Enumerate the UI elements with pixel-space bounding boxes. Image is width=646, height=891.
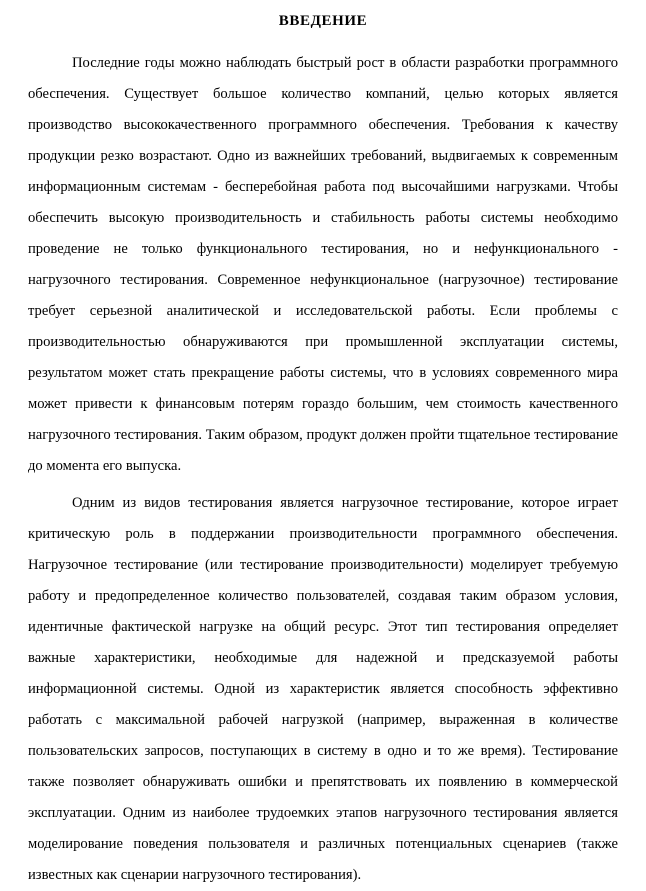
paragraph-intro-1: Последние годы можно наблюдать быстрый рост в области разработки программного обеспечения. Существует большое количество компаний, целью которых является производство высококачественного программного обеспечения. Требования к качеству продукции резко возрастают. Одно из важнейших требований, выдвигаемых к современным информационным системам - бесперебойная работа под высочайшими нагрузками. Чтобы обеспечить высокую производительность и стабильность работы системы необходимо проведение не только функционального тестирования, но и нефункционального - нагрузочного тестирования. Современное нефункциональное (нагрузочное) тестирование требует серьезной аналитической и исследовательской работы. Если проблемы с производительностью обнаруживаются при промышленной эксплуатации системы, результатом может стать прекращение работы системы, что в условиях современного мира может привести к финансовым потерям гораздо большим, чем стоимость качественного нагрузочного тестирования. Таким образом, продукт должен пройти тщательное тестирование до момента его выпуска. bbox=[28, 55, 618, 474]
page-title: ВВЕДЕНИЕ bbox=[278, 13, 368, 29]
paragraph-intro-2: Одним из видов тестирования является нагрузочное тестирование, которое играет критическую роль в поддержании производительности программного обеспечения. Нагрузочное тестирование (или тестирование производительности) моделирует требуемую работу и предопределенное количество пользователей, создавая таким образом условия, идентичные фактической нагрузке на общий ресурс. Этот тип тестирования определяет важные характеристики, необходимые для надежной и предсказуемой работы информационной системы. Одной из характеристик является способность эффективно работать с максимальной рабочей нагрузкой (например, выраженная в количестве пользовательских запросов, поступающих в систему в одно и то же время). Тестирование также позволяет обнаруживать ошибки и препятствовать их появлению в коммерческой эксплуатации. Одним из наиболее трудоемких этапов нагрузочного тестирования является моделирование поведения пользователя и различных потенциальных сценариев (также известных как сценарии нагрузочного тестирования). bbox=[28, 495, 618, 883]
